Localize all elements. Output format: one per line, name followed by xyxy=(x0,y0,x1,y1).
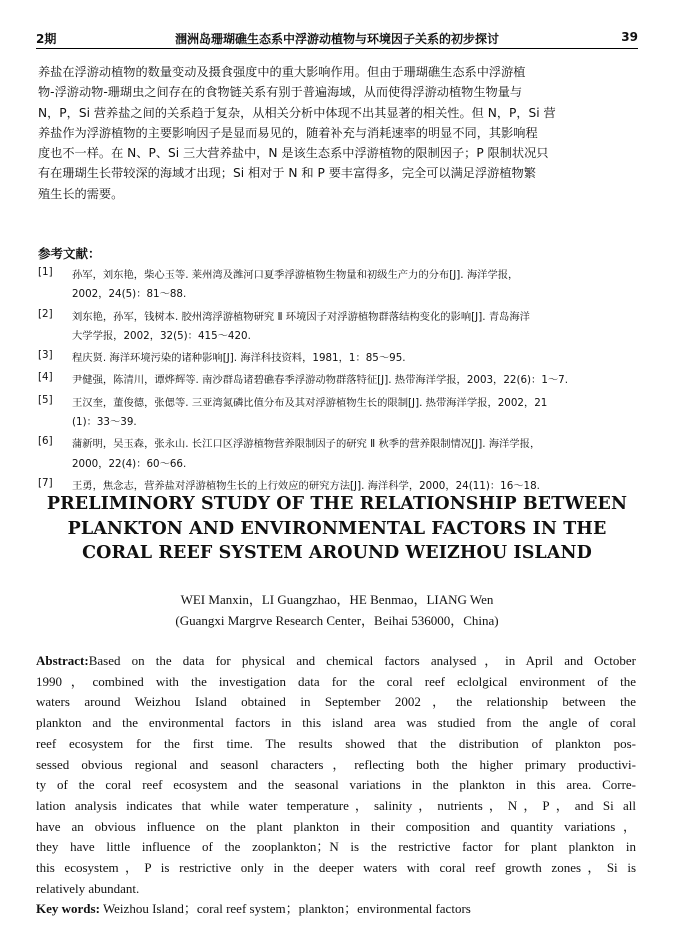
title-line: CORAL REEF SYSTEM AROUND WEIZHOU ISLAND xyxy=(82,543,592,563)
reference-number: [4] xyxy=(38,371,53,384)
abstract-line: have an obvious influence on the plant plankton in their composition and quantity variations， xyxy=(36,818,636,834)
reference-item xyxy=(38,308,638,347)
abstract-line: sessed obvious regional and seasonl characters，reflecting both the higher primary productivi- xyxy=(36,756,636,772)
abstract-line: they have little influence of the zooplankton；N is the restrictive factor for plant plankton in xyxy=(36,839,636,855)
abstract-line: 1990，combined with the investigation data for the coral reef eclolgical environment of the xyxy=(36,673,636,689)
abstract-line: this ecosystem，P is restrictive only in the deeper waters with coral reef growth zones，Si is xyxy=(36,860,636,876)
body-line: 殖生长的需要。 xyxy=(38,186,124,201)
reference-number: [2] xyxy=(38,307,53,320)
keywords xyxy=(36,898,471,917)
header-rule xyxy=(36,48,638,49)
reference-item xyxy=(38,266,638,305)
body-line: N，P，Si 营养盐之间的关系趋于复杂，从相关分析中体现不出其显著的相关性。但 N，P，Si 营 xyxy=(38,105,556,120)
reference-number: [6] xyxy=(38,435,53,448)
abstract-line: ty of the coral reef ecosystem and the seasonal variations in the plankton in this area. Corre- xyxy=(36,777,636,793)
affiliation: (Guangxi Margrve Research Center，Beihai 536000，China) xyxy=(175,613,499,628)
reference-line: 刘东艳，孙军，钱树本. 胶州湾浮游植物研究 Ⅱ 环境因子对浮游植物群落结构变化的影响[J]. 青岛海洋 xyxy=(72,310,530,323)
reference-number: [1] xyxy=(38,266,53,278)
reference-item xyxy=(38,349,638,368)
abstract-line: lation analysis indicates that while water temperature，salinity，nutrients，N，P，and Si all xyxy=(36,797,636,813)
abstract-label: Abstract: xyxy=(36,653,89,668)
reference-line: 王勇，焦念志，营养盐对浮游植物生长的上行效应的研究方法[J]. 海洋科学，2000，24(11)：16～18. xyxy=(72,479,540,492)
abstract-line: reef ecosystem for the first time. The results showed that the distribution of plankton pos- xyxy=(36,735,636,751)
keywords-text: Weizhou Island；coral reef system；plankton；environmental factors xyxy=(102,901,471,916)
reference-item xyxy=(38,371,638,390)
reference-item xyxy=(38,435,638,474)
body-line: 养盐在浮游动植物的数量变动及摄食强度中的重大影响作用。但由于珊瑚礁生态系中浮游植 xyxy=(38,65,526,79)
english-title xyxy=(0,492,674,566)
title-line: PRELIMINORY STUDY OF THE RELATIONSHIP BETWEEN xyxy=(46,494,628,514)
reference-number: [3] xyxy=(38,349,53,362)
references-heading: 参考文献： xyxy=(38,246,101,261)
abstract-text: Based on the data for physical and chemical factors analysed，in April and October xyxy=(88,653,636,668)
abstract-line: relatively abundant. xyxy=(36,880,140,896)
running-header xyxy=(36,30,638,48)
abstract-line xyxy=(36,651,636,672)
reference-line: 王汉奎，董俊德，张偲等. 三亚湾氮磷比值分布及其对浮游植物生长的限制[J]. 热带海洋学报，2002，21 xyxy=(72,396,548,409)
reference-line: 大学学报，2002，32(5)：415～420. xyxy=(72,329,251,342)
body-line: 度也不一样。在 N、P、Si 三大营养盐中，N 是该生态系中浮游植物的限制因子；P 限制状况只 xyxy=(38,146,549,161)
author-list: WEI Manxin，LI Guangzhao，HE Benmao，LIANG Wen xyxy=(180,592,494,607)
issue-label: 2期 xyxy=(36,32,57,46)
reference-line: 程庆贤. 海洋环境污染的诸种影响[J]. 海洋科技资料，1981，1：85～95. xyxy=(72,352,406,365)
body-line: 有在珊瑚生长带较深的海域才出现；Si 相对于 N 和 P 要丰富得多，完全可以满足浮游植物繁 xyxy=(38,166,536,181)
body-paragraph xyxy=(38,62,638,204)
reference-item xyxy=(38,394,638,433)
reference-number: [7] xyxy=(38,476,53,489)
running-title: 涠洲岛珊瑚礁生态系中浮游动植物与环境因子关系的初步探讨 xyxy=(174,32,499,46)
reference-line: 尹健强，陈清川，谭烨辉等. 南沙群岛诸碧礁春季浮游动物群落特征[J]. 热带海洋学报，2003，22(6)：1～7. xyxy=(72,374,569,387)
reference-line: 孙军，刘东艳，柴心玉等. 莱州湾及潍河口夏季浮游植物生物量和初级生产力的分布[J]. 海洋学报， xyxy=(72,269,519,281)
reference-line: 2000，22(4)：60～66. xyxy=(72,457,187,470)
reference-line: (1)：33～39. xyxy=(72,416,137,429)
abstract-line: waters around Weizhou Island obtained in September 2002，the relationship between the xyxy=(36,694,636,710)
body-line: 物-浮游动物-珊瑚虫之间存在的食物链关系有别于普遍海域，从而使得浮游动植物生物量与 xyxy=(38,85,523,100)
title-line: PLANKTON AND ENVIRONMENTAL FACTORS IN THE xyxy=(67,518,607,539)
reference-line: 蒲新明，吴玉森，张永山. 长江口区浮游植物营养限制因子的研究 Ⅱ 秋季的营养限制情况[J]. 海洋学报， xyxy=(72,438,541,451)
keywords-label: Key words: xyxy=(36,901,100,916)
abstract-line: plankton and the environmental factors in this island area was studied from the angle of coral xyxy=(36,715,636,731)
page-number: 39 xyxy=(621,30,638,44)
reference-line: 2002，24(5)：81～88. xyxy=(72,288,187,301)
abstract xyxy=(36,651,636,899)
body-line: 养盐作为浮游植物的主要影响因子是显而易见的，随着补充与消耗速率的明显不同，其影响程 xyxy=(38,125,538,140)
reference-number: [5] xyxy=(38,393,53,406)
reference-list xyxy=(38,266,638,499)
